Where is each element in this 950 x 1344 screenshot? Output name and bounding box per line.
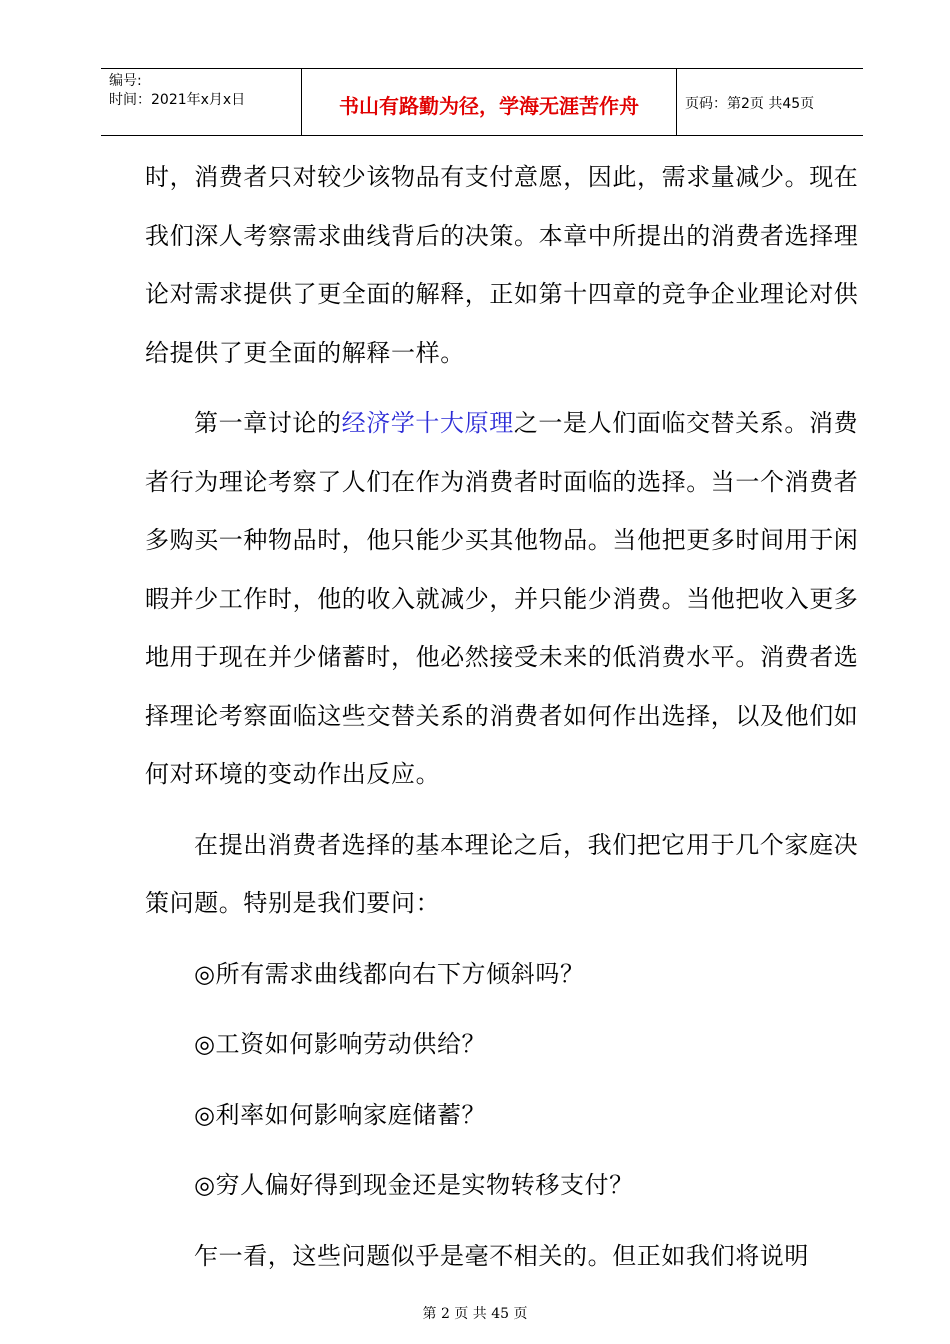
header-page-cell <box>677 69 863 135</box>
question-item: ◎利率如何影响家庭储蓄？ <box>194 1100 487 1129</box>
principles-link[interactable]: 经济学十大原理 <box>341 409 514 437</box>
time-label: 时间：2021年x月x日 <box>109 92 246 108</box>
paragraph: 在提出消费者选择的基本理论之后，我们把它用于几个家庭决策问题。特别是我们要问： <box>145 830 859 917</box>
document-body <box>145 148 860 1285</box>
header-meta-cell <box>101 69 302 135</box>
paragraph-text: 第一章讨论的 <box>194 409 342 437</box>
question-item: ◎所有需求曲线都向右下方倾斜吗？ <box>194 959 585 988</box>
page-footer <box>0 1303 950 1323</box>
question-item: ◎工资如何影响劳动供给？ <box>194 1030 487 1058</box>
page-header <box>101 68 863 136</box>
header-motto-cell <box>302 69 677 135</box>
page-info: 页码：第2页 共45页 <box>685 96 815 112</box>
motto-text: 书山有路勤为径，学海无涯苦作舟 <box>339 93 639 118</box>
footer-page-number: 第 2 页 共 45 页 <box>422 1306 528 1322</box>
paragraph: 乍一看，这些问题似乎是毫不相关的。但正如我们将说明 <box>194 1241 809 1270</box>
question-item: ◎穷人偏好得到现金还是实物转移支付？ <box>194 1171 634 1199</box>
paragraph: 时，消费者只对较少该物品有支付意愿，因此，需求量减少。现在我们深人考察需求曲线背后的决策。本章中所提出的消费者选择理论对需求提供了更全面的解释，正如第十四章的竞争企业理论对供给提供了更全面的解释一样。 <box>145 163 859 367</box>
paragraph <box>145 394 860 804</box>
paragraph-text: 之一是人们面临交替关系。消费者行为理论考察了人们在作为消费者时面临的选择。当一个消费者多购买一种物品时，他只能少买其他物品。当他把更多时间用于闲暇并少工作时，他的收入就减少，并只能少消费。当他把收入更多地用于现在并少储蓄时，他必然接受未来的低消费水平。消费者选择理论考察面临这些交替关系的消费者如何作出选择，以及他们如何对环境的变动作出反应。 <box>145 409 859 788</box>
number-label: 编号: <box>109 73 142 89</box>
